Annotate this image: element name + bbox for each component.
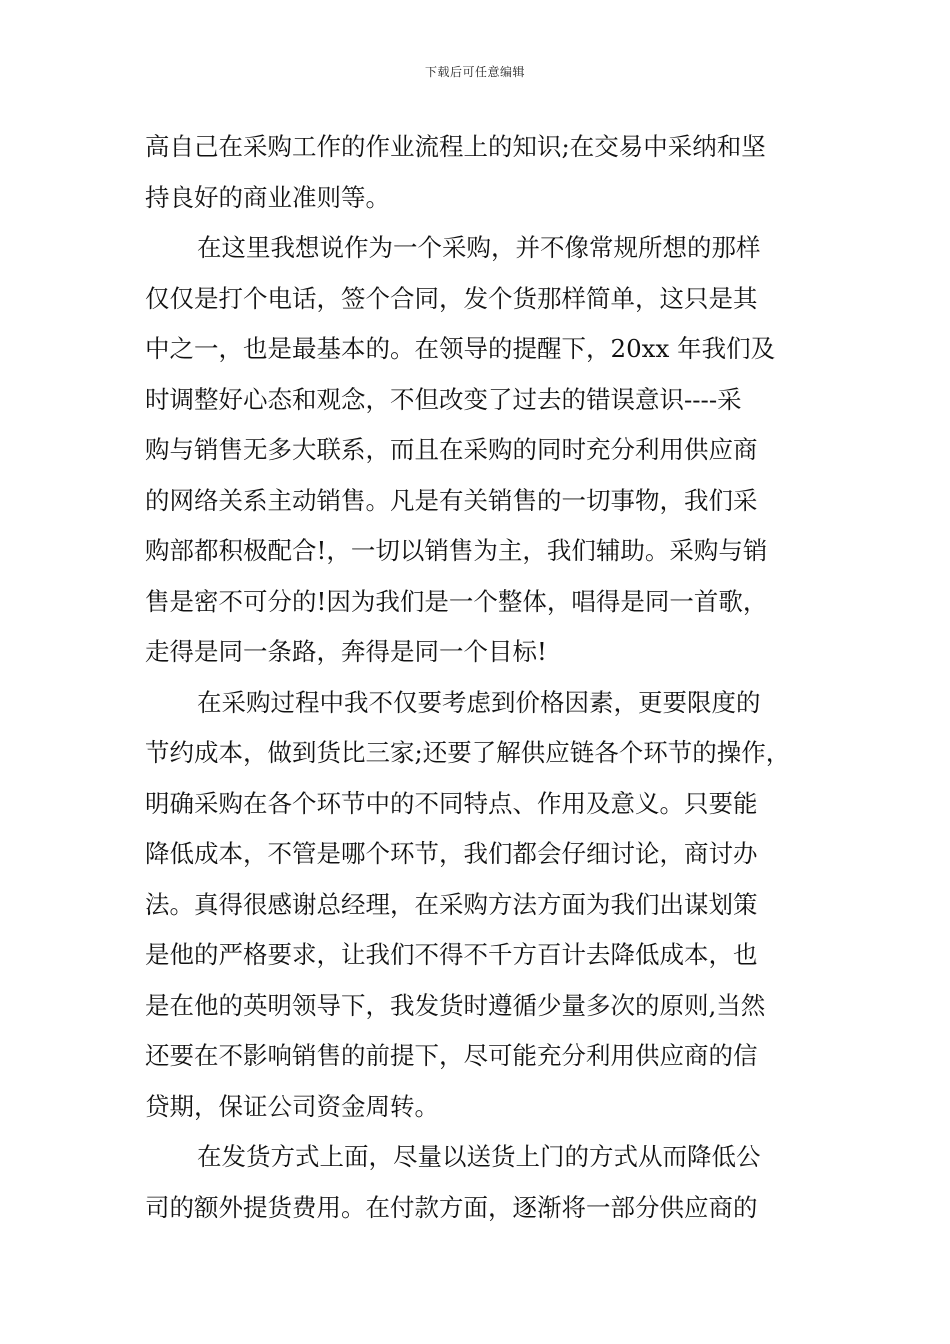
text-line: 高自己在采购工作的作业流程上的知识;在交易中采纳和坚 bbox=[145, 132, 766, 161]
text-line: 的网络关系主动销售。凡是有关销售的一切事物，我们采 bbox=[145, 485, 758, 515]
text-line: 仅仅是打个电话，签个合同，发个货那样简单，这只是其 bbox=[145, 283, 758, 313]
paragraph-start-line: 在采购过程中我不仅要考虑到价格因素，更要限度的 bbox=[197, 687, 761, 717]
text-line: 走得是同一条路，奔得是同一个目标! bbox=[145, 637, 547, 666]
text-line: 售是密不可分的!因为我们是一个整体，唱得是同一首歌， bbox=[145, 586, 768, 616]
text-line: 节约成本，做到货比三家;还要了解供应链各个环节的操作， bbox=[145, 738, 791, 767]
text-line: 司的额外提货费用。在付款方面，逐渐将一部分供应商的 bbox=[145, 1192, 758, 1222]
paragraph-start-line: 在发货方式上面，尽量以送货上门的方式从而降低公 bbox=[197, 1142, 761, 1171]
text-line: 法。真得很感谢总经理，在采购方法方面为我们出谋划策 bbox=[145, 889, 758, 919]
text-line: 中之一，也是最基本的。在领导的提醒下，20xx 年我们及 bbox=[145, 334, 776, 363]
document-body bbox=[145, 122, 805, 1233]
text-line: 持良好的商业准则等。 bbox=[145, 182, 390, 212]
page-header: 下载后可任意编辑 bbox=[424, 65, 525, 79]
text-line: 降低成本，不管是哪个环节，我们都会仔细讨论，商讨办 bbox=[145, 839, 758, 868]
text-line: 明确采购在各个环节中的不同特点、作用及意义。只要能 bbox=[145, 788, 758, 818]
text-line: 是在他的英明领导下，我发货时遵循少量多次的原则,当然 bbox=[145, 990, 766, 1020]
text-line: 贷期，保证公司资金周转。 bbox=[145, 1091, 439, 1121]
text-line: 购部都积极配合!，一切以销售为主，我们辅助。采购与销 bbox=[145, 536, 768, 565]
text-line: 是他的严格要求，让我们不得不千方百计去降低成本，也 bbox=[145, 940, 758, 969]
text-line: 还要在不影响销售的前提下，尽可能充分利用供应商的信 bbox=[145, 1041, 758, 1070]
text-line: 购与销售无多大联系，而且在采购的同时充分利用供应商 bbox=[145, 435, 758, 464]
text-line: 时调整好心态和观念，不但改变了过去的错误意识----采 bbox=[145, 384, 742, 414]
paragraph-start-line: 在这里我想说作为一个采购，并不像常规所想的那样 bbox=[197, 233, 761, 262]
